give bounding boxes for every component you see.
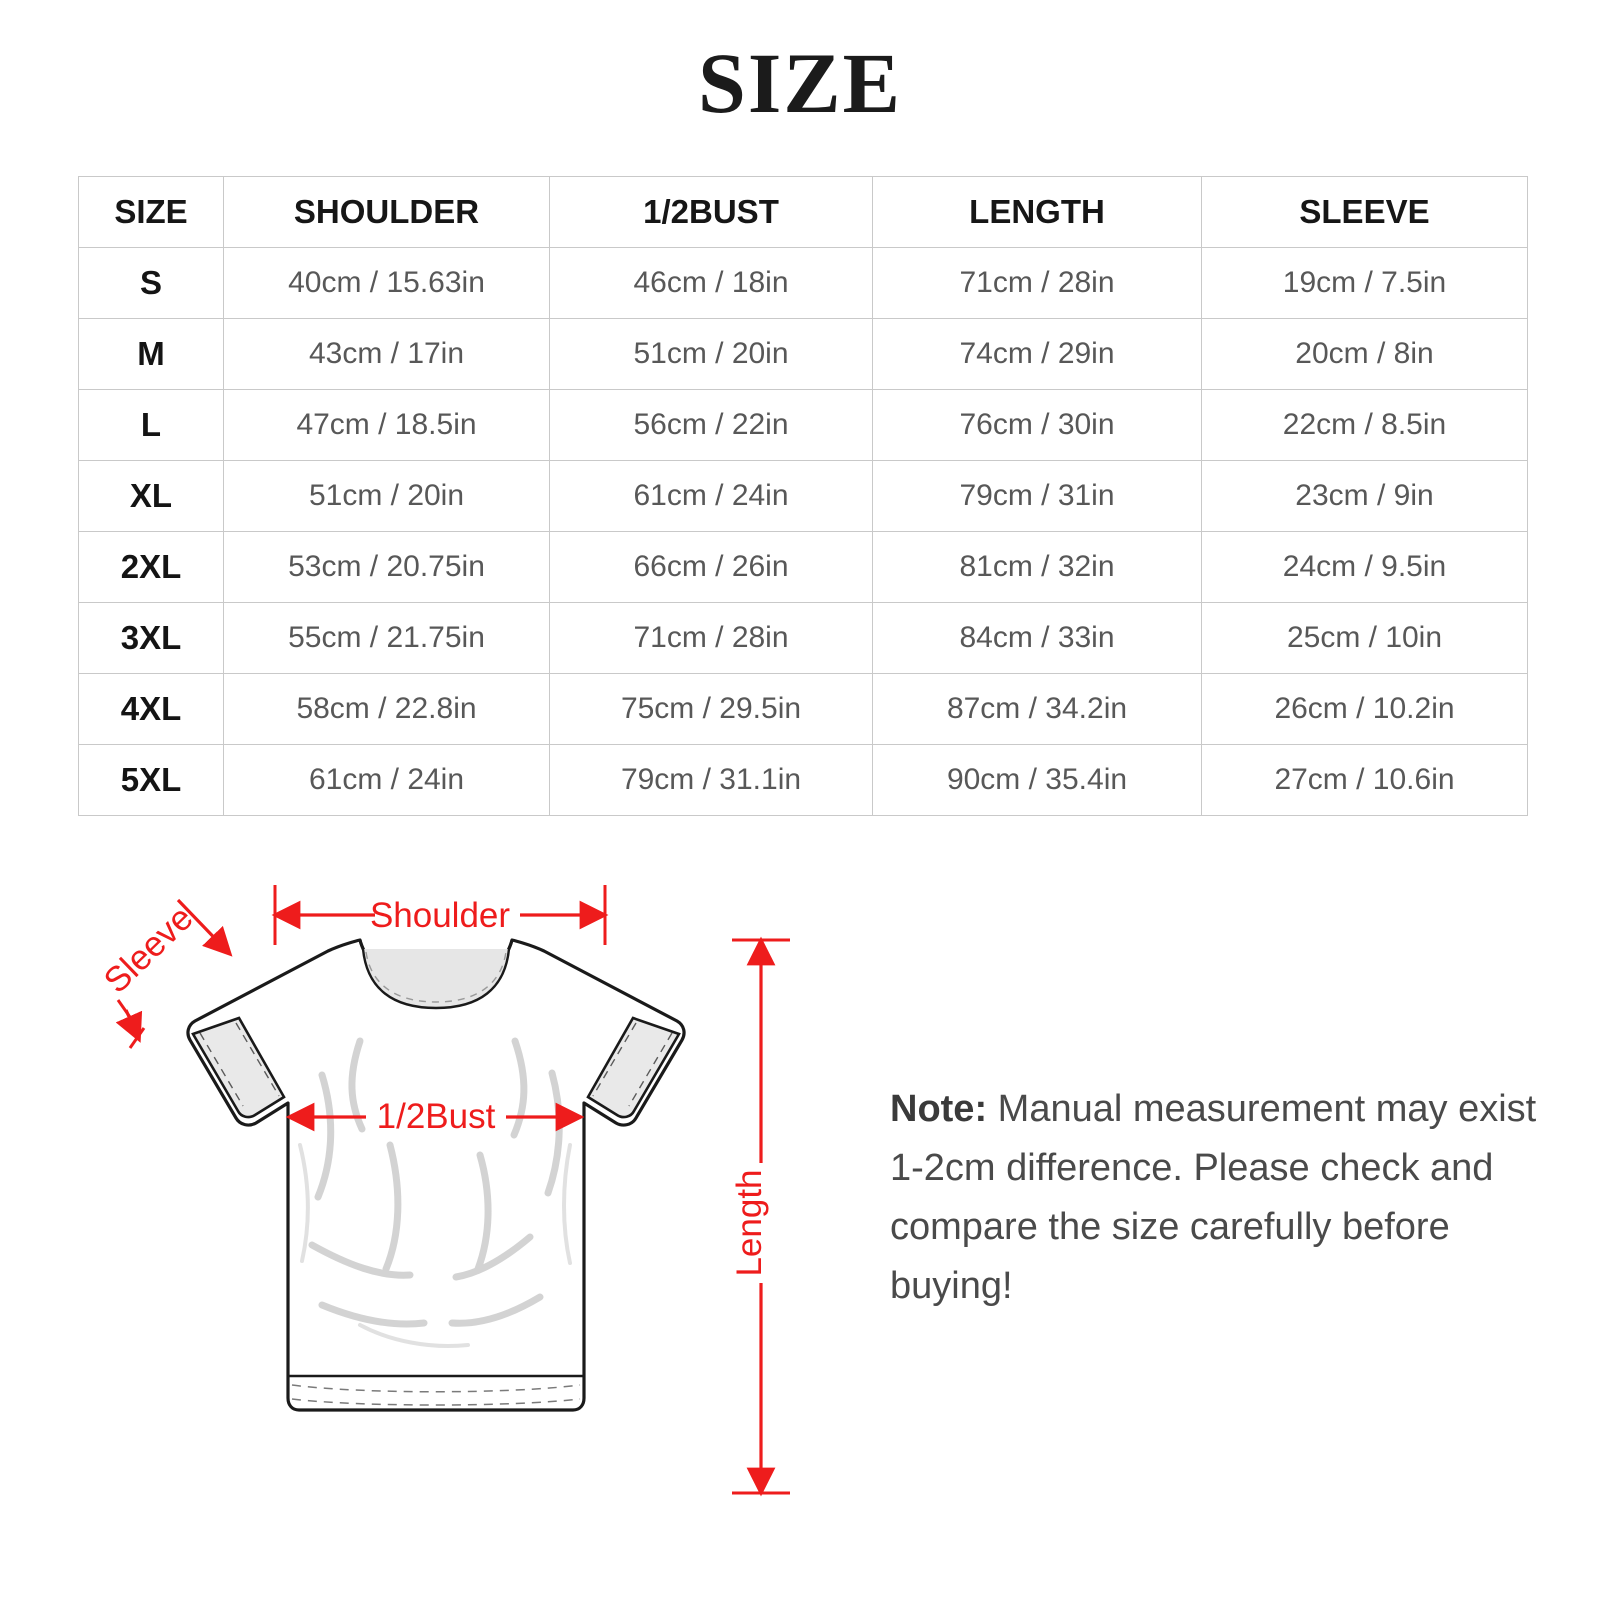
cell-sleeve: 20cm / 8in [1202, 319, 1528, 390]
tshirt-measurement-diagram [60, 845, 880, 1545]
cell-length: 74cm / 29in [873, 319, 1202, 390]
cell-shoulder: 61cm / 24in [224, 745, 550, 816]
cell-shoulder: 43cm / 17in [224, 319, 550, 390]
cell-size: L [79, 390, 224, 461]
note-block [890, 1080, 1550, 1316]
column-header-sleeve: SLEEVE [1202, 177, 1528, 248]
cell-sleeve: 26cm / 10.2in [1202, 674, 1528, 745]
cell-length: 79cm / 31in [873, 461, 1202, 532]
column-header-shoulder: SHOULDER [224, 177, 550, 248]
cell-size: 2XL [79, 532, 224, 603]
column-header-bust: 1/2BUST [550, 177, 873, 248]
cell-sleeve: 22cm / 8.5in [1202, 390, 1528, 461]
cell-shoulder: 47cm / 18.5in [224, 390, 550, 461]
cell-sleeve: 25cm / 10in [1202, 603, 1528, 674]
cell-sleeve: 24cm / 9.5in [1202, 532, 1528, 603]
cell-bust: 75cm / 29.5in [550, 674, 873, 745]
cell-bust: 56cm / 22in [550, 390, 873, 461]
cell-bust: 46cm / 18in [550, 248, 873, 319]
size-chart-table [78, 176, 1528, 816]
cell-shoulder: 53cm / 20.75in [224, 532, 550, 603]
cell-length: 84cm / 33in [873, 603, 1202, 674]
cell-size: 3XL [79, 603, 224, 674]
cell-bust: 61cm / 24in [550, 461, 873, 532]
shoulder-measure-line [275, 885, 605, 945]
length-label: Length [730, 1169, 769, 1277]
cell-shoulder: 40cm / 15.63in [224, 248, 550, 319]
shoulder-label: Shoulder [369, 896, 511, 935]
cell-bust: 66cm / 26in [550, 532, 873, 603]
table-row [79, 674, 1528, 745]
table-row [79, 532, 1528, 603]
cell-length: 87cm / 34.2in [873, 674, 1202, 745]
table-row [79, 745, 1528, 816]
cell-length: 81cm / 32in [873, 532, 1202, 603]
cell-sleeve: 23cm / 9in [1202, 461, 1528, 532]
cell-length: 90cm / 35.4in [873, 745, 1202, 816]
cell-shoulder: 58cm / 22.8in [224, 674, 550, 745]
table-row [79, 319, 1528, 390]
cell-shoulder: 51cm / 20in [224, 461, 550, 532]
cell-bust: 71cm / 28in [550, 603, 873, 674]
table-row [79, 603, 1528, 674]
bust-label: 1/2Bust [376, 1097, 496, 1136]
column-header-size: SIZE [79, 177, 224, 248]
cell-size: M [79, 319, 224, 390]
cell-bust: 79cm / 31.1in [550, 745, 873, 816]
table-header-row [79, 177, 1528, 248]
tshirt-illustration [188, 940, 684, 1410]
column-header-length: LENGTH [873, 177, 1202, 248]
table-row [79, 390, 1528, 461]
page-title: SIZE [697, 35, 903, 131]
cell-size: 4XL [79, 674, 224, 745]
cell-sleeve: 27cm / 10.6in [1202, 745, 1528, 816]
cell-size: 5XL [79, 745, 224, 816]
cell-size: S [79, 248, 224, 319]
cell-length: 71cm / 28in [873, 248, 1202, 319]
note-text: Manual measurement may exist 1-2cm difference. Please check and compare the size carefully before buying! [890, 1088, 1537, 1307]
cell-shoulder: 55cm / 21.75in [224, 603, 550, 674]
length-measure-line [730, 940, 790, 1493]
sleeve-label: Sleeve [96, 898, 201, 1001]
note-label: Note: [890, 1088, 988, 1130]
cell-size: XL [79, 461, 224, 532]
table-row [79, 248, 1528, 319]
cell-bust: 51cm / 20in [550, 319, 873, 390]
cell-sleeve: 19cm / 7.5in [1202, 248, 1528, 319]
cell-length: 76cm / 30in [873, 390, 1202, 461]
table-row [79, 461, 1528, 532]
